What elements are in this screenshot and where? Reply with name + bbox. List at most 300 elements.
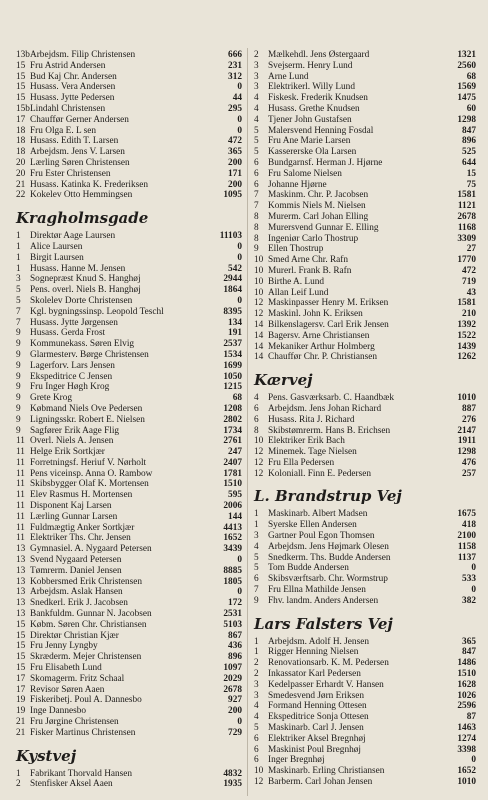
- income-value: 3309: [457, 233, 476, 244]
- resident-name: Snedkerm. Ths. Budde Andersen: [268, 552, 391, 563]
- house-number: 1: [16, 231, 21, 242]
- resident-row: [254, 469, 476, 480]
- house-number: 3: [254, 60, 259, 71]
- income-value: 75: [466, 179, 476, 190]
- resident-name: Ekspeditrice Sonja Ottesen: [268, 712, 369, 723]
- resident-row: [254, 169, 476, 180]
- resident-name: Snedkerl. Erik J. Jacobsen: [30, 598, 128, 609]
- resident-name: Elev Rasmus H. Mortensen: [30, 490, 133, 501]
- house-number: 19: [16, 706, 26, 717]
- house-number: 14: [254, 319, 264, 330]
- income-value: 1010: [457, 393, 476, 404]
- resident-name: Tømrerm. Daniel Jensen: [30, 565, 122, 576]
- house-number: 2: [254, 50, 259, 60]
- house-number: 5: [16, 285, 21, 296]
- resident-name: Allan Leif Lund: [268, 287, 329, 298]
- resident-row: [16, 501, 242, 512]
- house-number: 6: [254, 403, 259, 414]
- house-number: 20: [16, 168, 26, 179]
- house-number: 9: [16, 393, 21, 404]
- resident-row: [254, 223, 476, 234]
- house-number: 5: [254, 552, 259, 563]
- resident-row: [16, 231, 242, 242]
- house-number: 11: [16, 457, 25, 468]
- resident-name: Ekspeditrice C Jensen: [30, 371, 113, 382]
- resident-name: Husass. Jytte Jørgensen: [30, 317, 118, 328]
- income-value: 418: [462, 520, 476, 531]
- house-number: 20: [16, 157, 26, 168]
- resident-name: Inge Dannesbo: [30, 706, 87, 717]
- resident-name: Barberm. Carl Johan Jensen: [268, 777, 373, 788]
- resident-row: [16, 695, 242, 706]
- resident-name: Birgit Laursen: [30, 252, 84, 263]
- resident-row: [16, 512, 242, 523]
- income-value: 44: [232, 93, 242, 104]
- income-value: 896: [462, 136, 476, 147]
- income-value: 210: [462, 309, 476, 320]
- house-number: 21: [16, 717, 26, 728]
- resident-row: [16, 264, 242, 275]
- income-value: 0: [471, 585, 476, 596]
- house-number: 11: [16, 501, 25, 512]
- resident-row: [254, 701, 476, 712]
- resident-row: [16, 72, 242, 83]
- house-number: 22: [16, 190, 26, 201]
- resident-name: Fiskeribetj. Poul A. Dannesbo: [30, 695, 142, 706]
- income-value: 1095: [223, 190, 242, 201]
- resident-name: Kassererske Ola Larsen: [268, 147, 357, 158]
- house-number: 9: [16, 382, 21, 393]
- house-number: 1: [16, 252, 21, 263]
- resident-name: Fru Ellna Mathilde Jensen: [268, 585, 366, 596]
- resident-name: Pens. overl. Niels B. Hanghøj: [30, 285, 141, 296]
- house-number: 6: [254, 744, 259, 755]
- resident-name: Sognepræst Knud S. Hanghøj: [30, 274, 141, 285]
- resident-name: Arbejdsm. Filip Christensen: [30, 50, 136, 60]
- resident-row: [254, 680, 476, 691]
- income-value: 525: [462, 147, 476, 158]
- resident-row: [16, 426, 242, 437]
- house-number: 7: [254, 585, 259, 596]
- resident-name: Elektriker Ths. Chr. Jensen: [30, 533, 131, 544]
- house-number: 12: [254, 447, 264, 458]
- income-value: 15: [466, 168, 476, 179]
- income-value: 1935: [223, 779, 242, 790]
- street-heading: Kystvej: [16, 746, 77, 765]
- income-value: 1805: [223, 576, 242, 587]
- house-number: 14: [254, 330, 264, 341]
- resident-row: [16, 147, 242, 158]
- resident-row: [16, 285, 242, 296]
- income-value: 1486: [457, 658, 476, 669]
- income-value: 1699: [223, 360, 242, 371]
- resident-name: Bankfuldm. Gunnar N. Jacobsen: [30, 609, 152, 620]
- house-number: 9: [254, 244, 259, 255]
- house-number: 9: [254, 595, 259, 606]
- income-value: 0: [237, 252, 242, 263]
- house-number: 1: [254, 520, 259, 531]
- income-value: 8885: [223, 565, 242, 576]
- resident-name: Husass. Rita J. Richard: [268, 414, 355, 425]
- resident-row: [16, 523, 242, 534]
- income-value: 1864: [223, 285, 242, 296]
- income-value: 2596: [457, 701, 476, 712]
- resident-name: Arbejdsm. Jens Johan Richard: [268, 403, 382, 414]
- income-value: 276: [462, 414, 476, 425]
- resident-name: Kommunekass. Søren Elvig: [30, 339, 135, 350]
- house-number: 11: [16, 436, 25, 447]
- income-value: 2802: [223, 414, 242, 425]
- resident-name: Bud Kaj Chr. Andersen: [30, 71, 117, 82]
- house-number: 3: [254, 71, 259, 82]
- resident-row: [254, 352, 476, 363]
- house-number: 1: [16, 263, 21, 274]
- income-value: 1274: [457, 733, 476, 744]
- house-number: 13: [16, 609, 26, 620]
- resident-name: Kedelpasser Erhardt V. Hansen: [268, 679, 384, 690]
- resident-name: Helge Erik Sortkjær: [30, 447, 105, 458]
- income-value: 365: [228, 147, 242, 158]
- resident-name: Fru Ester Christensen: [30, 168, 111, 179]
- house-number: 18: [16, 147, 26, 158]
- house-number: 12: [254, 777, 264, 788]
- resident-row: [16, 685, 242, 696]
- resident-row: [254, 244, 476, 255]
- resident-row: [16, 652, 242, 663]
- house-number: 8: [254, 211, 259, 222]
- house-number: 17: [16, 673, 26, 684]
- resident-name: Skræderm. Mejer Christensen: [30, 652, 142, 663]
- resident-row: [254, 298, 476, 309]
- street-heading: L. Brandstrup Vej: [254, 487, 402, 506]
- income-value: 1298: [457, 114, 476, 125]
- resident-name: Mekaniker Arthur Holmberg: [268, 341, 375, 352]
- house-number: 11: [16, 479, 25, 490]
- house-number: 13: [16, 587, 26, 598]
- house-number: 11: [16, 511, 25, 522]
- income-value: 1298: [457, 447, 476, 458]
- income-value: 2006: [223, 501, 242, 512]
- resident-name: Maskinarb. Albert Madsen: [268, 509, 368, 520]
- resident-row: [16, 479, 242, 490]
- resident-row: [16, 350, 242, 361]
- resident-row: [16, 115, 242, 126]
- resident-name: Arbejdsm. Jens V. Larsen: [30, 147, 125, 158]
- income-value: 1510: [223, 479, 242, 490]
- resident-row: [254, 458, 476, 469]
- resident-name: Husass. Edith T. Larsen: [30, 136, 119, 147]
- income-value: 1262: [457, 352, 476, 363]
- income-value: 1137: [457, 552, 476, 563]
- income-value: 200: [228, 706, 242, 717]
- resident-row: [16, 382, 242, 393]
- resident-row: [16, 307, 242, 318]
- house-number: 3: [254, 690, 259, 701]
- resident-name: Bundgarnsf. Herman J. Hjørne: [268, 157, 383, 168]
- income-value: 0: [237, 125, 242, 136]
- resident-row: [16, 318, 242, 329]
- resident-row: [16, 779, 242, 790]
- house-number: 9: [16, 349, 21, 360]
- resident-name: Inkassator Karl Pedersen: [268, 669, 361, 680]
- resident-name: Smedesvend Jørn Eriksen: [268, 690, 365, 701]
- house-number: 13: [16, 598, 26, 609]
- resident-row: [254, 288, 476, 299]
- income-value: 257: [462, 468, 476, 479]
- resident-row: [254, 201, 476, 212]
- resident-name: Fuldmægtig Anker Sortkjær: [30, 522, 135, 533]
- house-number: 11: [16, 447, 25, 458]
- income-value: 171: [228, 168, 242, 179]
- house-number: 4: [254, 701, 259, 712]
- resident-row: [16, 436, 242, 447]
- resident-name: Elektriker Aksel Bregnhøj: [268, 733, 366, 744]
- resident-name: Fru Elisabeth Lund: [30, 663, 102, 674]
- resident-name: Lindahl Christensen: [30, 103, 106, 114]
- house-number: 12: [254, 457, 264, 468]
- house-number: 15: [16, 619, 26, 630]
- income-value: 1510: [457, 669, 476, 680]
- resident-name: Inger Bregnhøj: [268, 755, 325, 766]
- house-number: 7: [254, 190, 259, 201]
- house-number: 10: [254, 287, 264, 298]
- income-value: 2761: [223, 436, 242, 447]
- resident-name: Glarmesterv. Børge Christensen: [30, 349, 149, 360]
- income-value: 1050: [223, 371, 242, 382]
- house-number: 6: [254, 733, 259, 744]
- house-number: 9: [16, 403, 21, 414]
- house-number: 2: [254, 669, 259, 680]
- house-number: 7: [16, 306, 21, 317]
- income-value: 27: [466, 244, 476, 255]
- house-number: 8: [254, 425, 259, 436]
- resident-row: [254, 115, 476, 126]
- resident-row: [16, 253, 242, 264]
- resident-row: [16, 361, 242, 372]
- income-value: 134: [228, 317, 242, 328]
- resident-name: Smed Arne Chr. Rafn: [268, 255, 349, 266]
- house-number: 1: [254, 509, 259, 520]
- resident-row: [16, 328, 242, 339]
- income-value: 896: [228, 652, 242, 663]
- resident-row: [16, 404, 242, 415]
- house-number: 2: [254, 658, 259, 669]
- resident-row: [254, 691, 476, 702]
- house-number: 4: [254, 93, 259, 104]
- resident-row: [254, 745, 476, 756]
- resident-row: [16, 126, 242, 137]
- income-value: 11103: [219, 231, 242, 242]
- resident-row: [16, 674, 242, 685]
- house-number: 2: [16, 779, 21, 790]
- resident-row: [16, 469, 242, 480]
- house-number: 14: [254, 341, 264, 352]
- house-number: 15: [16, 82, 26, 93]
- income-value: 1392: [457, 319, 476, 330]
- income-value: 8395: [223, 306, 242, 317]
- resident-name: Disponent Kaj Larsen: [30, 501, 112, 512]
- resident-row: [254, 723, 476, 734]
- resident-name: Husass. Katinka K. Frederiksen: [30, 179, 148, 190]
- right-column: [254, 50, 476, 788]
- income-value: 5103: [223, 619, 242, 630]
- house-number: 13: [16, 565, 26, 576]
- house-number: 4: [254, 541, 259, 552]
- resident-row: [254, 320, 476, 331]
- income-value: 60: [466, 103, 476, 114]
- house-number: 4: [254, 393, 259, 404]
- house-number: 7: [254, 201, 259, 212]
- resident-name: Fru Salome Nielsen: [268, 168, 342, 179]
- resident-row: [254, 72, 476, 83]
- resident-name: Husass. Vera Andersen: [30, 82, 116, 93]
- house-number: 15b: [16, 103, 30, 114]
- house-number: 9: [16, 360, 21, 371]
- house-number: 9: [16, 371, 21, 382]
- income-value: 436: [228, 641, 242, 652]
- street-heading: Kragholmsgade: [16, 209, 149, 228]
- house-number: 4: [254, 712, 259, 723]
- income-value: 0: [237, 717, 242, 728]
- income-value: 1208: [223, 403, 242, 414]
- resident-row: [254, 574, 476, 585]
- resident-name: Birthe A. Lund: [268, 276, 325, 287]
- resident-row: [254, 342, 476, 353]
- house-number: 5: [16, 295, 21, 306]
- house-number: 17: [16, 684, 26, 695]
- resident-name: Formand Henning Ottesen: [268, 701, 367, 712]
- house-number: 15: [16, 93, 26, 104]
- house-number: 5: [254, 147, 259, 158]
- house-number: 15: [16, 652, 26, 663]
- house-number: 13: [16, 555, 26, 566]
- resident-name: Svejserm. Henry Lund: [268, 60, 353, 71]
- resident-row: [254, 147, 476, 158]
- house-number: 11: [16, 533, 25, 544]
- income-value: 3398: [457, 744, 476, 755]
- house-number: 18: [16, 125, 26, 136]
- resident-row: [16, 566, 242, 577]
- house-number: 3: [254, 679, 259, 690]
- income-value: 1463: [457, 723, 476, 734]
- resident-name: Bilkenslagersv. Carl Erik Jensen: [268, 319, 389, 330]
- income-value: 1026: [457, 690, 476, 701]
- income-value: 533: [462, 574, 476, 585]
- resident-name: Kokelev Otto Hemmingsen: [30, 190, 133, 201]
- resident-row: [254, 415, 476, 426]
- resident-row: [254, 255, 476, 266]
- resident-name: Tjener John Gustafsen: [268, 114, 352, 125]
- resident-row: [16, 717, 242, 728]
- resident-row: [254, 277, 476, 288]
- income-value: 191: [228, 328, 242, 339]
- resident-name: Fru Astrid Andersen: [30, 60, 106, 71]
- house-number: 15: [16, 663, 26, 674]
- house-number: 9: [16, 414, 21, 425]
- resident-row: [16, 490, 242, 501]
- resident-row: [16, 728, 242, 739]
- resident-name: Fru Ella Pedersen: [268, 457, 335, 468]
- income-value: 4832: [223, 768, 242, 779]
- income-value: 847: [462, 125, 476, 136]
- resident-name: Pens. Gasværksarb. C. Haandbæk: [268, 393, 395, 404]
- resident-row: [16, 372, 242, 383]
- house-number: 10: [254, 265, 264, 276]
- resident-row: [254, 553, 476, 564]
- house-number: 1: [254, 636, 259, 647]
- resident-row: [254, 669, 476, 680]
- street-heading: Kærvej: [254, 371, 313, 390]
- house-number: 5: [254, 723, 259, 734]
- resident-name: Koloniall. Finn E. Pedersen: [268, 468, 372, 479]
- house-number: 4: [254, 103, 259, 114]
- house-number: 13b: [16, 50, 30, 60]
- resident-row: [254, 542, 476, 553]
- income-value: 1215: [223, 382, 242, 393]
- resident-row: [16, 242, 242, 253]
- resident-name: Arbejdsm. Aslak Hansen: [30, 587, 123, 598]
- house-number: 12: [254, 298, 264, 309]
- house-number: 6: [254, 414, 259, 425]
- resident-name: Chauffør Chr. P. Christiansen: [268, 352, 378, 363]
- resident-row: [16, 274, 242, 285]
- resident-row: [254, 637, 476, 648]
- resident-name: Købm. Søren Chr. Christiansen: [30, 619, 147, 630]
- resident-name: Fhv. landm. Anders Andersen: [268, 595, 379, 606]
- resident-name: Mælkehdl. Jens Østergaard: [268, 50, 370, 60]
- house-number: 1: [16, 241, 21, 252]
- resident-row: [16, 577, 242, 588]
- resident-name: Lagerforv. Lars Jensen: [30, 360, 115, 371]
- income-value: 2029: [223, 673, 242, 684]
- resident-row: [254, 447, 476, 458]
- resident-row: [16, 447, 242, 458]
- income-value: 729: [228, 727, 242, 738]
- resident-name: Fru Inger Høgh Krog: [30, 382, 110, 393]
- house-number: 19: [16, 695, 26, 706]
- resident-row: [16, 533, 242, 544]
- resident-name: Svend Nygaard Petersen: [30, 555, 122, 566]
- resident-row: [16, 136, 242, 147]
- resident-row: [16, 82, 242, 93]
- left-column: [16, 50, 242, 790]
- resident-name: Fiskesk. Frederik Knudsen: [268, 93, 368, 104]
- resident-row: [254, 180, 476, 191]
- resident-row: [254, 647, 476, 658]
- income-value: 1628: [457, 679, 476, 690]
- house-number: 21: [16, 727, 26, 738]
- income-value: 2100: [457, 531, 476, 542]
- resident-row: [16, 544, 242, 555]
- house-number: 14: [254, 352, 264, 363]
- income-value: 68: [466, 71, 476, 82]
- resident-name: Husass. Gerda Frost: [30, 328, 106, 339]
- resident-name: Sagfører Erik Aage Flig: [30, 425, 120, 436]
- resident-name: Maskinpasser Henry M. Eriksen: [268, 298, 389, 309]
- house-number: 10: [254, 255, 264, 266]
- resident-name: Grete Krog: [30, 393, 73, 404]
- income-value: 1534: [223, 349, 242, 360]
- resident-row: [16, 296, 242, 307]
- resident-row: [254, 234, 476, 245]
- house-number: 1: [254, 647, 259, 658]
- resident-name: Husass. Grethe Knudsen: [268, 103, 360, 114]
- resident-row: [254, 734, 476, 745]
- income-value: 0: [237, 114, 242, 125]
- income-value: 1439: [457, 341, 476, 352]
- resident-row: [254, 126, 476, 137]
- resident-row: [16, 769, 242, 780]
